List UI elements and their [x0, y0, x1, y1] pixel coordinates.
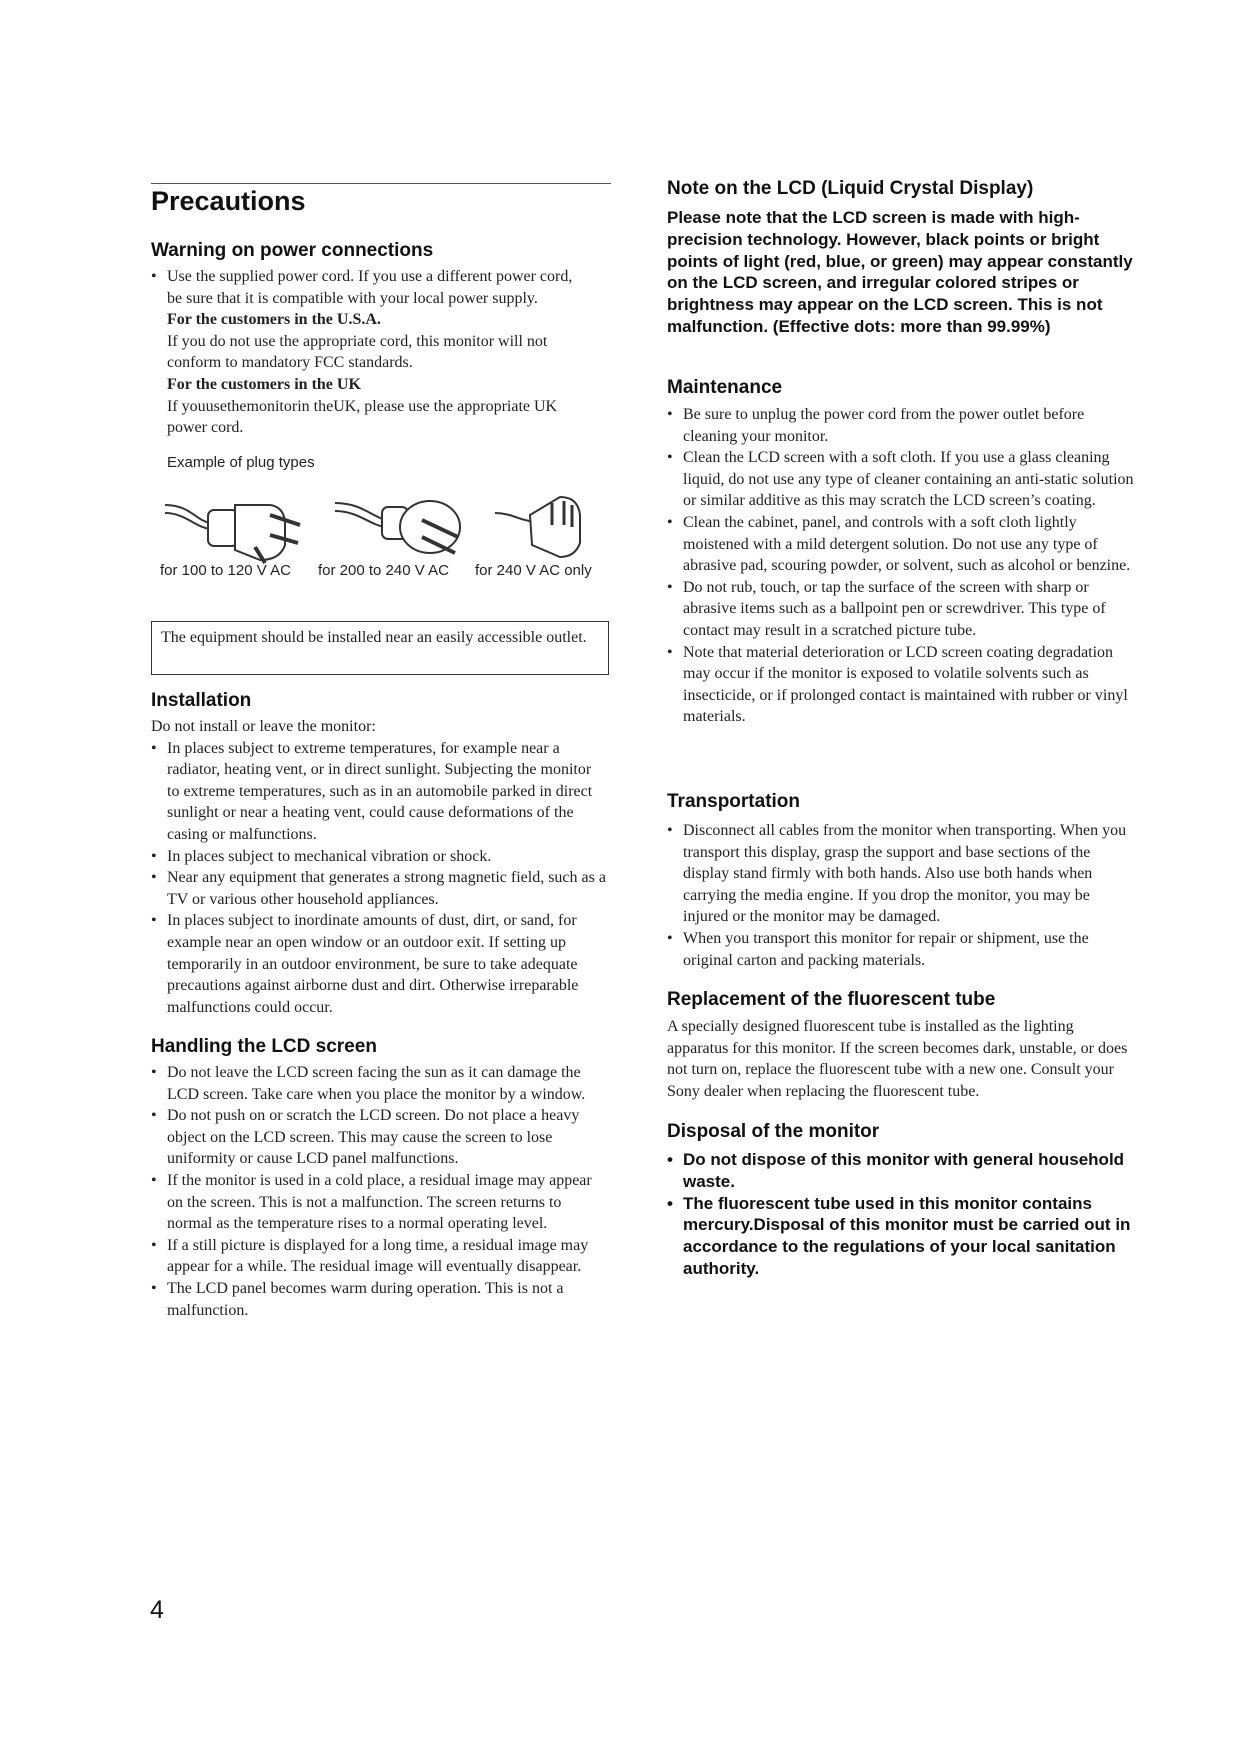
plug-caption: Example of plug types [167, 454, 315, 471]
list-item: • In places subject to inordinate amounts of dust, dirt, or sand, for example near an open window or an outdoor exit. If setting up temporarily in an outdoor environment, be sure to take adequate precautions against airborne dust and dirt. Otherwise irreparable malfunctions could occur. [151, 910, 606, 1018]
installation-intro: Do not install or leave the monitor: [151, 718, 376, 735]
uk-heading: For the customers in the UK [167, 375, 361, 393]
list-item: • Do not rub, touch, or tap the surface of the screen with sharp or abrasive items such as a ballpoint pen or screwdriver. This type of contact may result in a scratched picture tube. [667, 577, 1137, 642]
list-item: • Clean the LCD screen with a soft cloth. If you use a glass cleaning liquid, do not use any type of cleaner containing an anti-static solution or similar additive as this may scratch the LCD screen’s coating. [667, 447, 1137, 512]
plug-illustrations [160, 485, 610, 565]
list-item: • When you transport this monitor for repair or shipment, use the original carton and packing materials. [667, 928, 1137, 971]
power-heading: Warning on power connections [151, 240, 434, 261]
us-plug-icon [160, 485, 310, 565]
list-item: • Near any equipment that generates a strong magnetic field, such as a TV or various other household appliances. [151, 867, 606, 910]
list-item: • The LCD panel becomes warm during operation. This is not a malfunction. [151, 1278, 606, 1321]
lcd-heading: Handling the LCD screen [151, 1036, 377, 1057]
maintenance-section [667, 404, 1137, 728]
disposal-section [667, 1149, 1137, 1280]
lcd-note-text: Please note that the LCD screen is made with high-precision technology. However, black points or bright points of light (red, blue, or green) may appear constantly on the LCD screen, and irregular colored stripes or brightness may appear on the LCD screen. This is not malfunction. (Effective dots: more than 99.99%) [667, 208, 1133, 336]
list-item: • Disconnect all cables from the monitor when transporting. When you transport this display, grasp the support and base sections of the display stand firmly with both hands. Also use both hands when carrying the media engine. If you drop the monitor, you may be injured or the monitor may be damaged. [667, 820, 1137, 928]
uk-plug-icon [490, 485, 600, 565]
list-item: • Do not leave the LCD screen facing the sun as it can damage the LCD screen. Take care when you place the monitor by a window. [151, 1062, 606, 1105]
uk-line: power cord. [167, 419, 244, 437]
replacement-heading: Replacement of the fluorescent tube [667, 989, 996, 1010]
list-item: • Be sure to unplug the power cord from the power outlet before cleaning your monitor. [667, 404, 1137, 447]
lcd-section [151, 1062, 606, 1321]
usa-line: conform to mandatory FCC standards. [167, 354, 413, 372]
eu-plug-icon [330, 485, 480, 565]
power-section [151, 266, 611, 439]
list-item: • Do not dispose of this monitor with general household waste. [667, 1149, 1137, 1193]
list-item: • In places subject to extreme temperatures, for example near a radiator, heating vent, or in direct sunlight. Subjecting the monitor to extreme temperatures, such as in an automobile parked in direct sunlight or near a heating vent, could cause deformations of the casing or malfunctions. [151, 738, 606, 846]
title-rule [151, 183, 611, 184]
installation-section [151, 716, 606, 1018]
uk-line: If youusethemonitorin theUK, please use the appropriate UK [167, 397, 558, 415]
installation-heading: Installation [151, 690, 252, 711]
plug-label: for 240 V AC only [475, 562, 592, 579]
replacement-text: A specially designed fluorescent tube is installed as the lighting apparatus for this monitor. If the screen becomes dark, unstable, or does not turn on, replace the fluorescent tube with a new one. Consult your Sony dealer when replacing the fluorescent tube. [667, 1018, 1128, 1100]
installation-notice: The equipment should be installed near an easily accessible outlet. [151, 621, 609, 675]
page-number: 4 [150, 1596, 164, 1624]
list-item: • If the monitor is used in a cold place, a residual image may appear on the screen. This is not a malfunction. The screen returns to normal as the temperature rises to a normal operating level. [151, 1170, 606, 1235]
list-item: • Clean the cabinet, panel, and controls with a soft cloth lightly moistened with a mild detergent solution. Do not use any type of abrasive pad, scouring powder, or solvent, such as alcohol or benzine. [667, 512, 1137, 577]
plug-label: for 100 to 120 V AC [160, 562, 291, 579]
list-item: • Do not push on or scratch the LCD screen. Do not place a heavy object on the LCD screen. This may cause the screen to lose uniformity or cause LCD panel malfunctions. [151, 1105, 606, 1170]
list-item: • In places subject to mechanical vibration or shock. [151, 846, 606, 868]
power-line: be sure that it is compatible with your local power supply. [167, 289, 538, 307]
plug-label: for 200 to 240 V AC [318, 562, 449, 579]
lcd-note-heading: Note on the LCD (Liquid Crystal Display) [667, 178, 1034, 199]
power-bullet [151, 266, 611, 439]
maintenance-heading: Maintenance [667, 377, 783, 398]
page-title: Precautions [151, 186, 306, 216]
usa-line: If you do not use the appropriate cord, this monitor will not [167, 332, 548, 350]
list-item: • The fluorescent tube used in this monitor contains mercury.Disposal of this monitor must be carried out in accordance to the regulations of your local sanitation authority. [667, 1193, 1137, 1280]
disposal-heading: Disposal of the monitor [667, 1121, 880, 1142]
transportation-heading: Transportation [667, 791, 801, 812]
usa-heading: For the customers in the U.S.A. [167, 311, 381, 329]
transportation-section [667, 820, 1137, 971]
list-item: • If a still picture is displayed for a long time, a residual image may appear for a while. The residual image will eventually disappear. [151, 1235, 606, 1278]
list-item: • Note that material deterioration or LCD screen coating degradation may occur if the monitor is exposed to volatile solvents such as insecticide, or if prolonged contact is maintained with rubber or vinyl materials. [667, 642, 1137, 728]
power-line: • Use the supplied power cord. If you use a different power cord, [167, 268, 573, 285]
